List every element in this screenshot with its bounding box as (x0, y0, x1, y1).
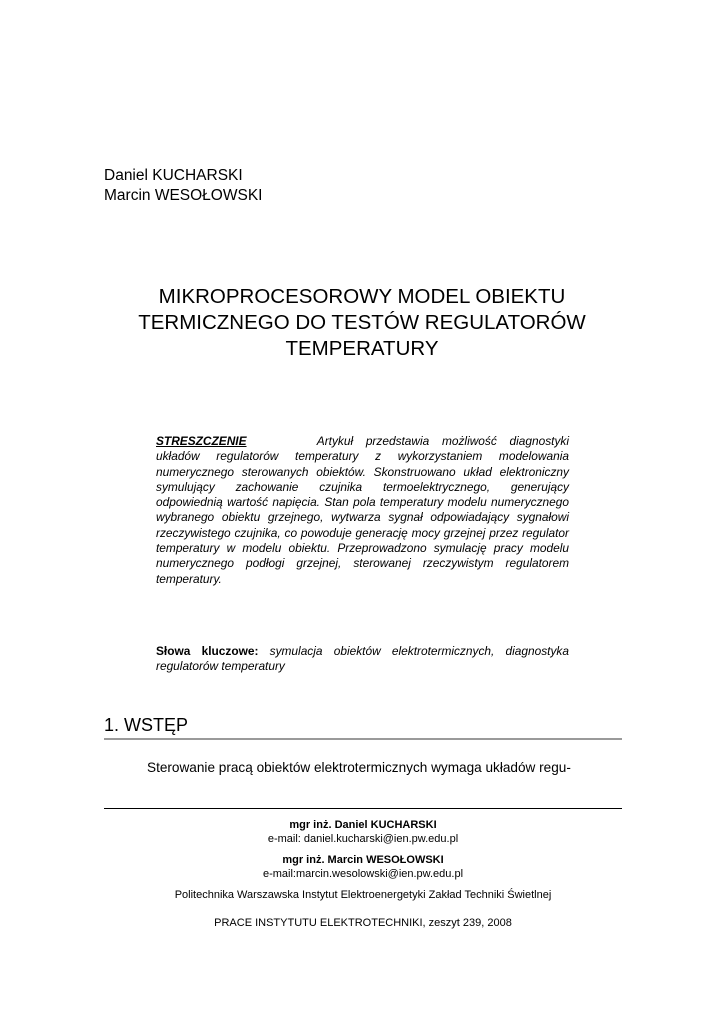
title-line: TEMPERATURY (285, 337, 439, 360)
author-name: Daniel KUCHARSKI (104, 167, 243, 184)
author-list (104, 166, 262, 206)
abstract-label: STRESZCZENIE (156, 434, 247, 448)
footnote-author-name: mgr inż. Marcin WESOŁOWSKI (282, 854, 444, 866)
footnote-author2 (104, 853, 622, 881)
intro-paragraph: Sterowanie pracą obiektów elektrotermicznych wymaga układów regu- (147, 760, 571, 775)
footnote-author-email: e-mail: daniel.kucharski@ien.pw.edu.pl (267, 833, 459, 845)
author-name: Marcin WESOŁOWSKI (104, 187, 263, 204)
keywords-label: Słowa kluczowe: (156, 644, 259, 658)
footnote-affiliation: Politechnika Warszawska Instytut Elektroenergetyki Zakład Techniki Świetlnej (174, 889, 552, 901)
keywords (156, 644, 569, 675)
footnote-divider (104, 808, 622, 809)
footnote-author1 (104, 818, 622, 846)
abstract-text: Artykuł przedstawia możliwość diagnostyki układów regulatorów temperatury z wykorzystaniem modelowania numerycznego sterowanych obiektów. Skonstruowano układ elektroniczny symulujący zachowanie czujnika termoelektrycznego, generujący odpowiednią wartość napięcia. Stan pola temperatury modelu numerycznego wybranego obiektu grzejnego, wytwarza sygnał odpowiadający sygnałowi rzeczywistego czujnika, co powoduje generację mocy grzejnej przez regulator temperatury w modelu obiektu. Przeprowadzono symulację pracy modelu numerycznego podłogi grzejnej, sterowanej rzeczywistym regulatorem temperatury. (156, 434, 569, 586)
title-line: TERMICZNEGO DO TESTÓW REGULATORÓW (138, 311, 586, 334)
publication-info: PRACE INSTYTUTU ELEKTROTECHNIKI, zeszyt 239, 2008 (214, 917, 512, 929)
abstract (156, 434, 569, 587)
paper-title (104, 284, 620, 362)
keywords-text: symulacja obiektów elektrotermicznych, diagnostyka regulatorów temperatury (156, 644, 569, 674)
title-line: MIKROPROCESOROWY MODEL OBIEKTU (158, 285, 566, 308)
footnote-author-name: mgr inż. Daniel KUCHARSKI (289, 819, 437, 831)
section-heading: 1. WSTĘP (104, 713, 622, 740)
footnote-author-email: e-mail:marcin.wesolowski@ien.pw.edu.pl (262, 868, 464, 880)
